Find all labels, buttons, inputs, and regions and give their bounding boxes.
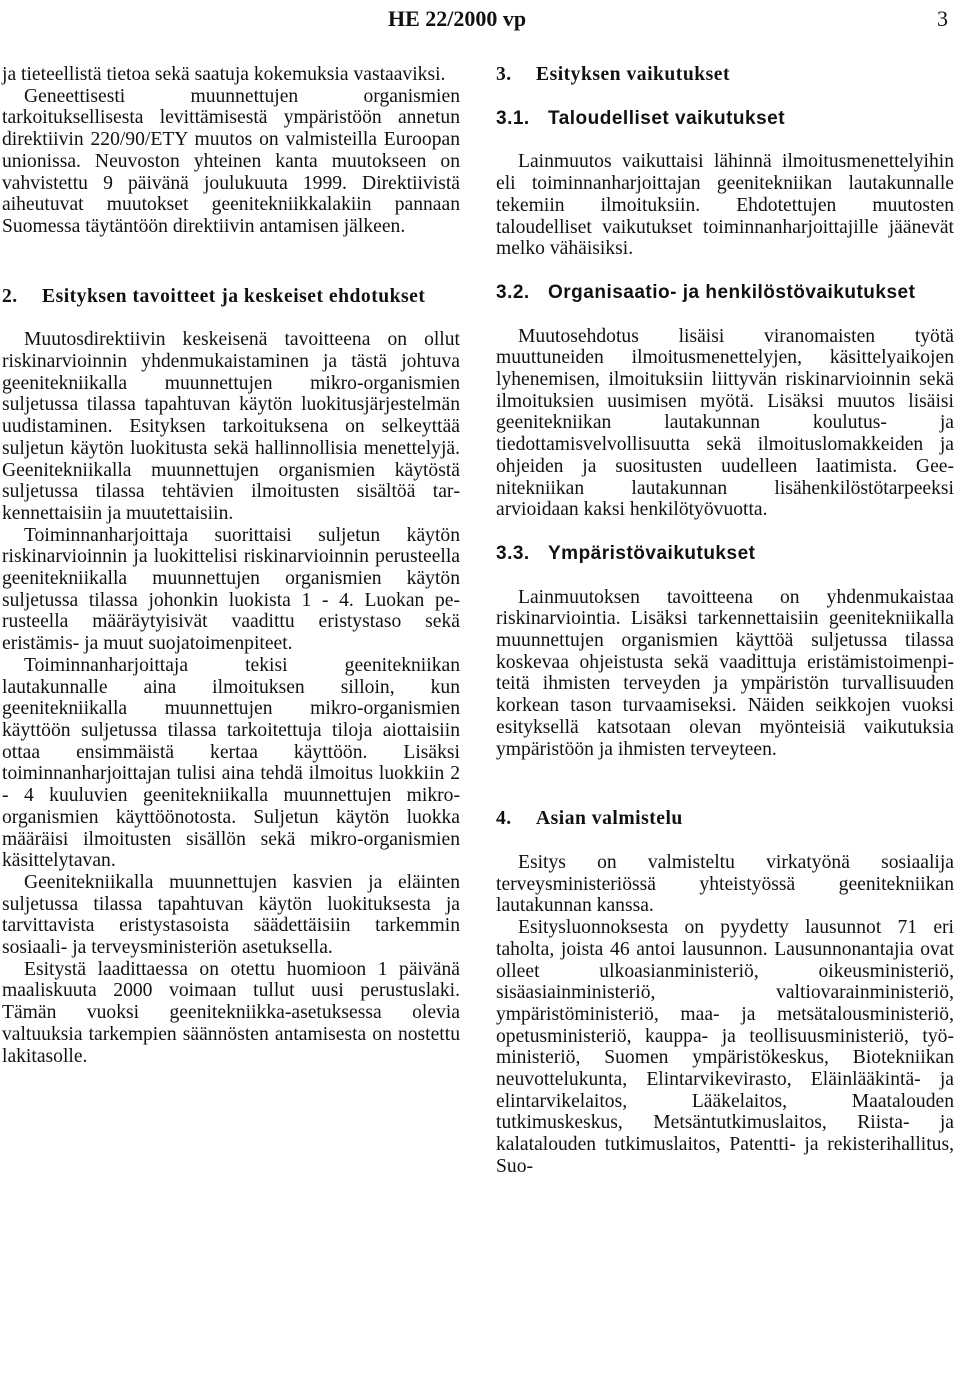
document-title: HE 22/2000 vp [388, 6, 527, 31]
heading-text: Asian valmistelu [536, 808, 683, 830]
page-number: 3 [937, 6, 948, 31]
running-header [0, 6, 960, 32]
heading-number: 2. [2, 285, 18, 307]
heading-text: Esityksen tavoitteet ja keskeiset ehdotukset [42, 285, 426, 307]
paragraph: Esitystä laadittaessa on otettu huomioon 1 päivänä maaliskuuta 2000 voimaan tullut uusi perustuslaki. Tämän vuoksi geenitekniikka-asetuksessa olevia valtuuksia tarkempien säännösten antamisesta on nostettu lakitasolle. [2, 958, 460, 1067]
paragraph: Muutosdirektiivin keskeisenä tavoitteena on ollut riskinarvioinnin yhdenmukaistaminen ja tästä johtuva geenitekniikalla muunnettujen mikro-organismien suljetussa tilassa tapahtuvan käytön luokitusjärjestelmän uudistaminen. Esityksen tarkoituksena on selkeyttää suljetun käytön luokitusta sekä hallinnollisia menettelyjä. Geenitekniikalla muunnettujen organismien käytöstä suljetussa tilassa tehtävien ilmoitusten sisältöä tarkennettaisiin ja muutettaisiin. [2, 329, 460, 524]
left-column [2, 64, 460, 1067]
paragraph: Lainmuutoksen tavoitteena on yhdenmukaistaa riskinarviointia. Lisäksi tarkennettaisiin geenitekniikalla muunnettujen organismien käyttöä suljetussa tilassa koskevaa ohjeistusta sekä vaadittuja eristämistoimenpiteitä ihmisten terveyden ja ympäristön turvallisuuden korkean tason turvaamiseksi. Näiden seikkojen vuoksi esityksellä katsotaan olevan myönteisiä vaikutuksia ympäristöön ja ihmisten terveyteen. [496, 586, 954, 760]
paragraph: Lainmuutos vaikuttaisi lähinnä ilmoitusmenettelyihin eli toiminnanharjoittajan geenitekniikan lautakunnalle tekemiin ilmoituksiin. Ehdotettujen muutosten taloudelliset vaikutukset toiminnanharjoittajille jäänevät melko vähäisiksi. [496, 151, 954, 260]
subsection-heading [496, 543, 954, 565]
heading-number: 3. [496, 64, 512, 85]
paragraph: Toiminnanharjoittaja tekisi geenitekniikan lautakunnalle aina ilmoituksen silloin, kun geenitekniikalla muunnettujen mikro-organismien käyttöön suljetussa tilassa tarkoitettuja tiloja aiottaisiin ottaa ensimmäistä kertaa käyttöön. Lisäksi toiminnanharjoittajan tulisi aina tehdä ilmoitus luokkiin 2 - 4 kuuluvien geenitekniikalla muunnettujen mikroorganismien käyttöönotosta. Suljetun käytön luokka määräisi ilmoitusten sisällön sekä mikro-organismien käsittelytavan. [2, 654, 460, 872]
paragraph: ja tieteellistä tietoa sekä saatuja kokemuksia vastaaviksi. [2, 64, 446, 85]
section-heading [2, 286, 460, 308]
paragraph: Geneettisesti muunnettujen organismien tarkoituksellisesta levittämisestä ympäristöön annetun direktiivin 220/90/ETY muutos on valmisteilla Euroopan unionissa. Neuvoston yhteinen kanta muutokseen on vahvistettu 9 päivänä joulukuuta 1999. Direktiivistä aiheutuvat muutokset geenitekniikkalakiin pannaan Suomessa täytäntöön direktiivin antamisen jälkeen. [2, 85, 460, 237]
right-column [496, 64, 954, 1178]
paragraph: Esitys on valmisteltu virkatyönä sosiaalija terveysministeriössä yhteistyössä geenitekniikan lautakunnan kanssa. [496, 851, 954, 917]
heading-number: 3.2. [496, 281, 530, 303]
heading-text: Organisaatio- ja henkilöstövaikutukset [548, 281, 916, 303]
paragraph: Toiminnanharjoittaja suorittaisi suljetun käytön riskinarvioinnin ja luokittelisi riskinarvioinnin perusteella geenitekniikalla muunnettujen organismien käytön suljetussa tilassa johonkin luokista 1 - 4. Luokan perusteella määräytyisivät vaadittu eristystaso sekä eristämis- ja muut suojatoimenpiteet. [2, 524, 460, 655]
section-heading [496, 808, 954, 830]
subsection-heading [496, 282, 954, 304]
paragraph: Esitysluonnoksesta on pyydetty lausunnot 71 eri taholta, joista 46 antoi lausunnon. Lausunnonantajia ovat olleet ulkoasianministeriö, oikeusministeriö, sisäasiainministeriö, valtiovarainministeriö, ympäristöministeriö, maa- ja metsätalousministeriö, opetusministeriö, kauppa- ja teollisuusministeriö, työministeriö, Suomen ympäristökeskus, Biotekniikan neuvottelukunta, Elintarvikevirasto, Eläinlääkintä- ja elintarvikelaitos, Lääkelaitos, Maatalouden tutkimuskeskus, Metsäntutkimuslaitos, Riista- ja kalatalouden tutkimuslaitos, Patentti- ja rekisterihallitus, Suo- [496, 917, 954, 1177]
paragraph: Geenitekniikalla muunnettujen kasvien ja eläinten suljetussa tilassa tapahtuvan käytön luokituksesta ja tarvittavista eristystasoista säädettäisiin tarkemmin sosiaali- ja terveysministeriön asetuksella. [2, 871, 460, 959]
section-heading [496, 64, 954, 86]
heading-text: Ympäristövaikutukset [548, 542, 756, 564]
subsection-heading [496, 108, 954, 130]
heading-number: 3.3. [496, 542, 530, 564]
heading-text: Taloudelliset vaikutukset [548, 107, 786, 129]
paragraph: Muutosehdotus lisäisi viranomaisten työtä muuttuneiden ilmoitusmenettelyjen, käsittelyaikojen lyhenemisen, ilmoituksiin liittyvän riskinarvioinnin sekä ilmoituksien uusimisen myötä. Lisäksi muutos lisäisi geenitekniikan lautakunnan koulutus- ja tiedottamisvelvollisuutta sekä ilmoituslomakkeiden ja ohjeiden ja suositusten uudelleen laatimista. Geenitekniikan lautakunnan lisähenkilöstötarpeeksi arvioidaan kaksi henkilötyövuotta. [496, 325, 954, 521]
heading-number: 4. [496, 808, 512, 830]
heading-number: 3.1. [496, 107, 530, 129]
heading-text: Esityksen vaikutukset [536, 64, 730, 85]
